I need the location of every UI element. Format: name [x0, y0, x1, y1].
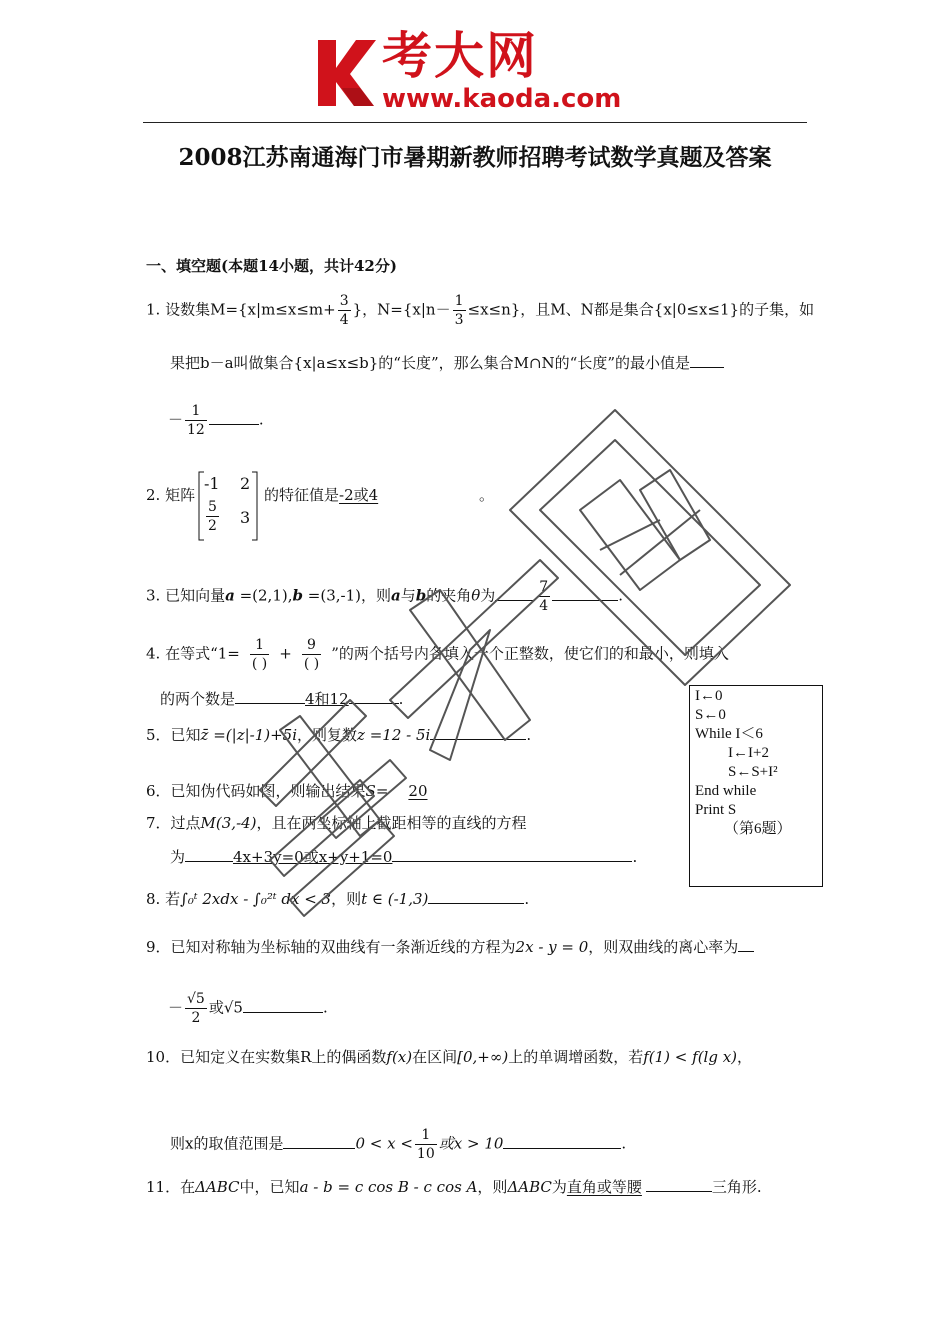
code-line: While I＜6 — [695, 726, 763, 742]
figure-caption: （第6题） — [724, 821, 792, 837]
fraction: $\frac{1}{3}$ — [454, 293, 464, 328]
logo-k-mark — [316, 38, 378, 108]
code-line: I←I+2 — [728, 745, 769, 761]
page-title: 2008江苏南通海门市暑期新教师招聘考试数学真题及答案 — [178, 144, 772, 171]
question-4: 4. 在等式“1= $\frac{1}{( )}$ + $\frac{9}{( )}$ ”的两个括号内各填入一个正整数，使它们的和最小，则填入 — [146, 637, 729, 672]
answer: 4x+3y=0或x+y+1=0 — [233, 848, 393, 866]
question-4-line2: 的两个数是 4和12 . — [160, 690, 404, 708]
code-line: Print S — [695, 802, 737, 818]
code-line: S←0 — [695, 707, 726, 723]
question-3: 3. 已知向量a =(2,1),b =(3,-1)，则a与b的夹角θ为 $\frac{7}{4}$ . — [146, 579, 623, 614]
question-1: 1. 设数集M={x|m≤x≤m+ $\frac{3}{4}$ }，N={x|n－ $\frac{1}{3}$ ≤x≤n}，且M、N都是集合{x|0≤x≤1}的子集，如 — [146, 293, 815, 328]
answer: 4和12 — [305, 690, 349, 708]
question-6: 6．已知伪代码如图，则输出结果S= 20 — [146, 780, 468, 802]
question-1-line2: 果把b－a叫做集合{x|a≤x≤b}的“长度”，那么集合M∩N的“长度”的最小值是 — [170, 352, 724, 374]
question-7: 7．过点M(3,-4)，且在两坐标轴上截距相等的直线的方程 — [146, 814, 527, 832]
header-divider — [143, 122, 807, 123]
question-7-line2: 为 4x+3y=0或x+y+1=0 . — [170, 848, 638, 866]
code-line: End while — [695, 783, 757, 799]
code-line: S←S+I² — [728, 764, 778, 780]
fraction: $\frac{3}{4}$ — [339, 293, 349, 328]
question-9: 9．已知对称轴为坐标轴的双曲线有一条渐近线的方程为2x - y = 0，则双曲线的离心率为 — [146, 936, 754, 958]
answer: t ∈ (-1,3) — [361, 890, 429, 908]
section-heading: 一、填空题(本题14小题，共计42分) — [146, 257, 397, 275]
answer: $\frac{7}{4}$ — [539, 579, 549, 614]
question-8: 8. 若∫₀ᵗ 2xdx - ∫₀²ᵗ dx < 3，则t ∈ (-1,3) . — [146, 890, 530, 908]
question-1-answer: － $\frac{1}{12}$ . — [168, 403, 264, 438]
answer: -2或4 — [339, 486, 379, 504]
question-10-line2: 则x的取值范围是 0 < x < $\frac{1}{10}$ 或x > 10 . — [170, 1127, 627, 1162]
question-11: 11．在ΔABC中，已知a - b = c cos B - c cos A，则ΔABC为直角或等腰 三角形. — [146, 1178, 762, 1196]
pseudocode-box — [689, 685, 823, 887]
fraction: $\frac{1}{12}$ — [187, 403, 205, 438]
question-2-label: 2. 矩阵 — [146, 486, 196, 504]
logo-url: www.kaoda.com — [382, 84, 622, 114]
answer: 直角或等腰 — [566, 1178, 642, 1196]
matrix: -1 2 $\frac{5}{2}$ 3 — [198, 470, 258, 542]
code-line: I←0 — [695, 688, 723, 704]
question-10: 10．已知定义在实数集R上的偶函数f(x)在区间[0,+∞)上的单调增函数，若f(1) < f(lg x)， — [146, 1048, 753, 1066]
question-5: 5．已知z̄ =(|z|-1)+5i，则复数z =12 - 5i . — [146, 726, 532, 744]
logo-chinese-text: 考大网 — [382, 27, 538, 85]
answer: 20 — [408, 782, 428, 800]
question-9-answer: － $\frac{√5}{2}$ 或√5 . — [168, 991, 328, 1026]
question-2-text: 的特征值是-2或4 。 — [264, 486, 495, 504]
answer: z =12 - 5i — [357, 726, 431, 744]
